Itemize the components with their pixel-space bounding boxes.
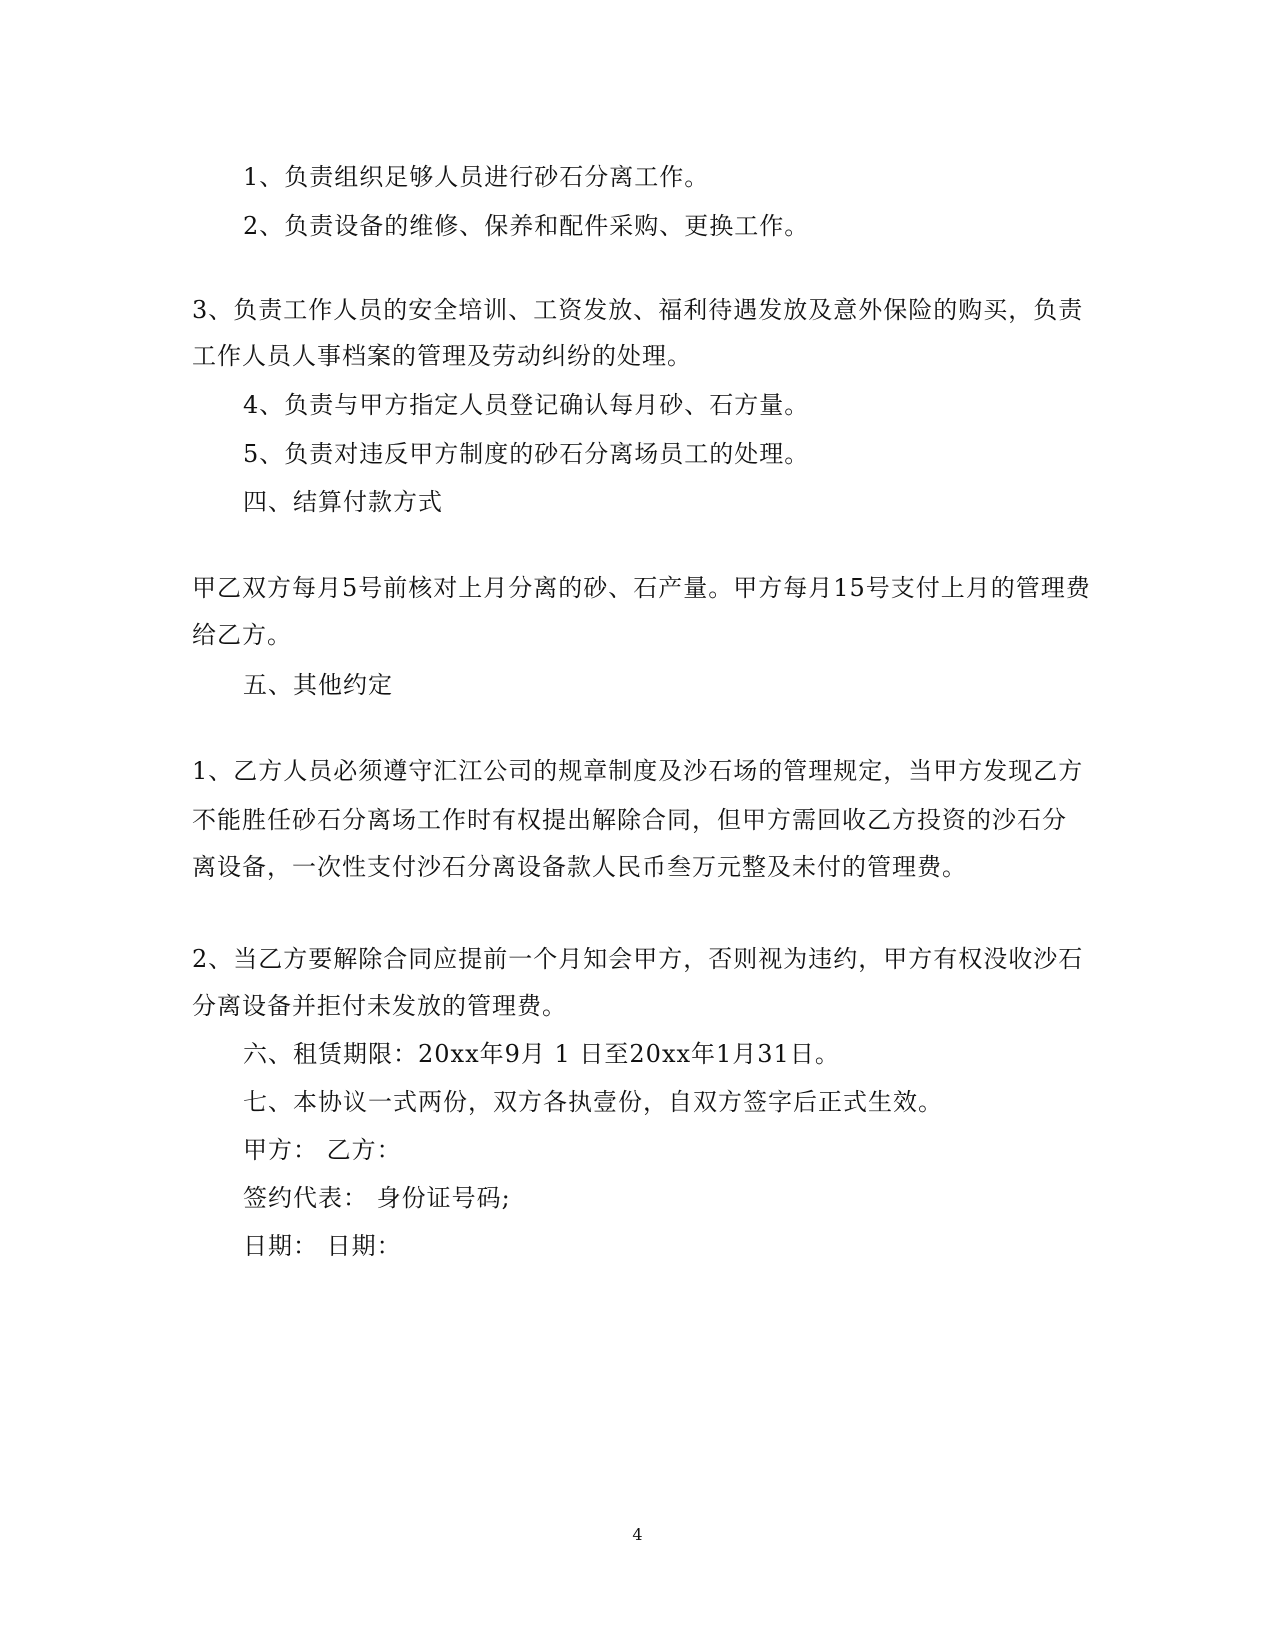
clause-line: 1、乙方人员必须遵守汇江公司的规章制度及沙石场的管理规定，当甲方发现乙方 [192,757,1084,785]
section-heading: 七、本协议一式两份，双方各执壹份，自双方签字后正式生效。 [243,1088,943,1116]
clause-line: 工作人员人事档案的管理及劳动纠纷的处理。 [192,342,692,370]
paragraph-line: 甲乙双方每月5号前核对上月分离的砂、石产量。甲方每月15号支付上月的管理费 [192,574,1091,602]
signature-date-line: 日期： 日期： [243,1232,402,1260]
clause-line: 2、负责设备的维修、保养和配件采购、更换工作。 [243,212,810,240]
clause-line: 4、负责与甲方指定人员登记确认每月砂、石方量。 [243,391,810,419]
section-heading: 四、结算付款方式 [243,488,443,516]
signature-parties-line: 甲方： 乙方： [243,1136,402,1164]
clause-line: 不能胜任砂石分离场工作时有权提出解除合同，但甲方需回收乙方投资的沙石分 [192,806,1067,834]
clause-line: 5、负责对违反甲方制度的砂石分离场员工的处理。 [243,440,810,468]
clause-line: 3、负责工作人员的安全培训、工资发放、福利待遇发放及意外保险的购买，负责 [192,296,1084,324]
page-number: 4 [632,1525,643,1544]
paragraph-line: 给乙方。 [192,621,292,649]
clause-line: 分离设备并拒付未发放的管理费。 [192,992,567,1020]
signature-representative-line: 签约代表： 身份证号码; [243,1184,511,1212]
clause-line: 1、负责组织足够人员进行砂石分离工作。 [243,163,710,191]
clause-line: 2、当乙方要解除合同应提前一个月知会甲方，否则视为违约，甲方有权没收沙石 [192,945,1084,973]
lease-term-line: 六、租赁期限：20xx年9月 1 日至20xx年1月31日。 [243,1040,840,1068]
section-heading: 五、其他约定 [243,671,393,699]
clause-line: 离设备，一次性支付沙石分离设备款人民币叁万元整及未付的管理费。 [192,853,967,881]
